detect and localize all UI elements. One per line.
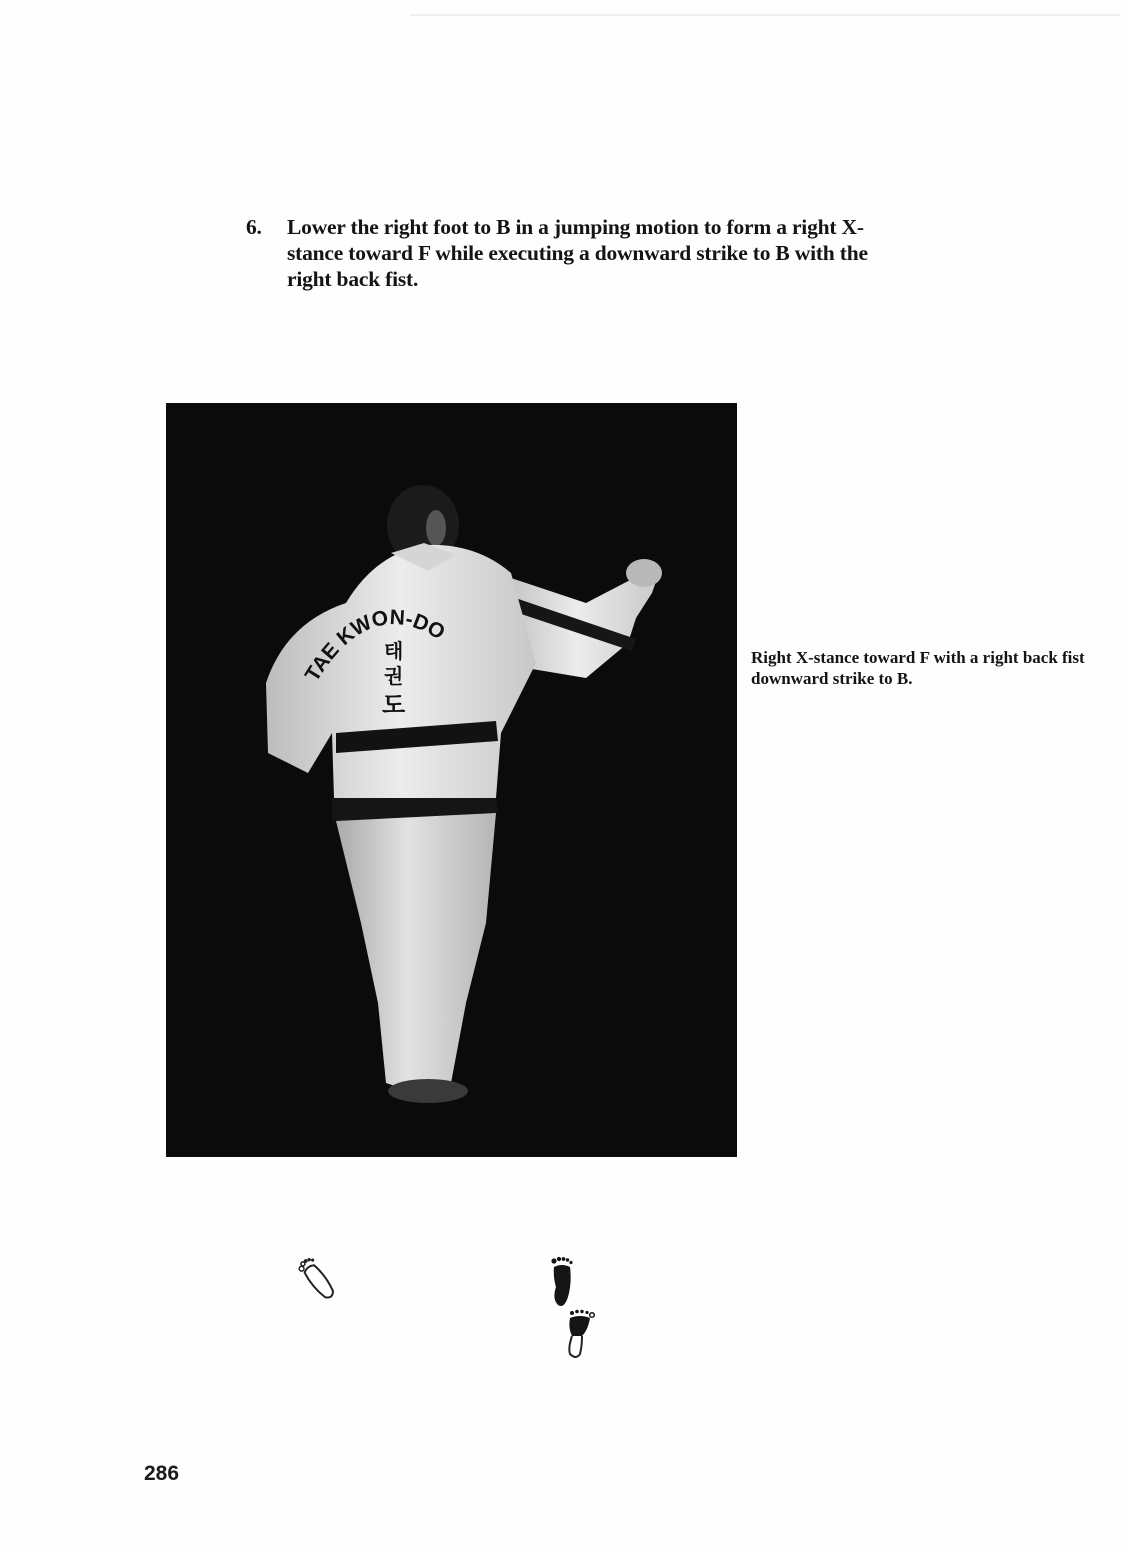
technique-photo: [166, 403, 737, 1157]
instruction-step: [246, 214, 906, 292]
step-number: 6.: [246, 215, 262, 239]
step-text: Lower the right foot to B in a jumping motion to form a right X-stance toward F while executing a downward strike to B with the right back fist.: [287, 215, 868, 291]
filled-footprint-icon: [548, 1255, 578, 1313]
svg-text:권: 권: [384, 664, 404, 688]
half-filled-footprint-icon: [562, 1308, 598, 1360]
page-number: 286: [144, 1462, 180, 1485]
outline-footprint-icon: [296, 1252, 340, 1308]
svg-text:도: 도: [382, 691, 406, 719]
back-lettering: TAE KWON-DO: [300, 605, 449, 686]
scan-edge-line: [410, 14, 1120, 16]
photo-caption: Right X-stance toward F with a right back fist downward strike to B.: [751, 648, 1085, 688]
svg-text:태: 태: [384, 639, 404, 663]
